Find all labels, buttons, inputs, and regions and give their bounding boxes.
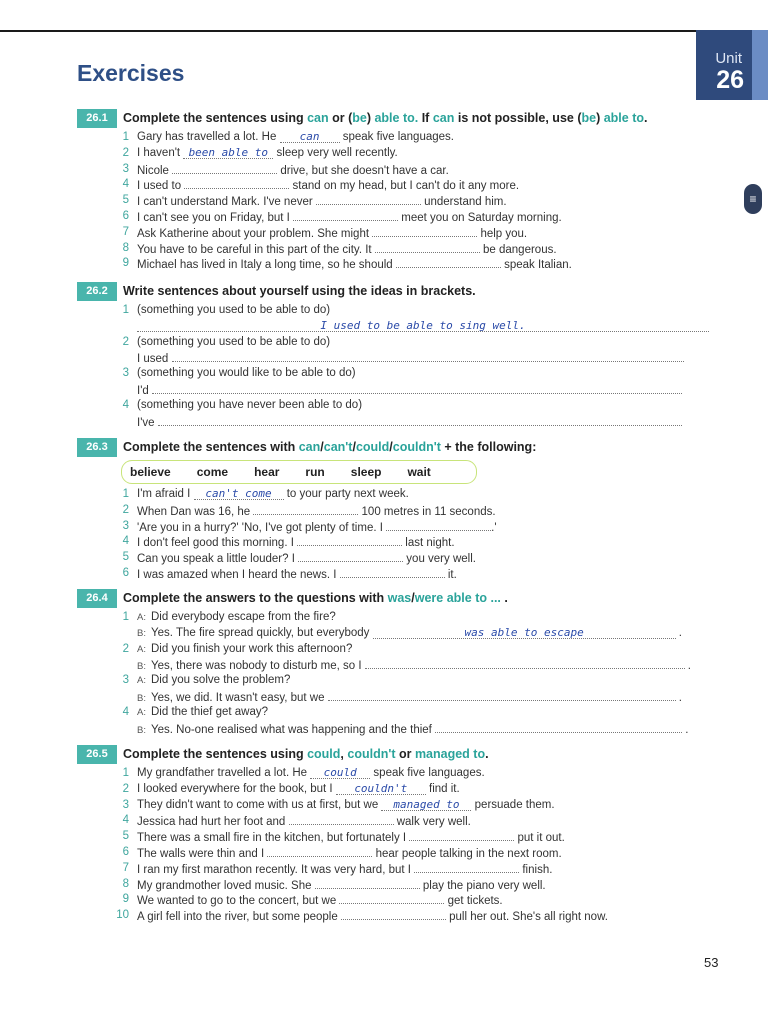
- answer-line: [77, 414, 727, 430]
- instruction-text: Complete the sentences using: [123, 747, 308, 761]
- unit-number: 26: [716, 66, 744, 94]
- answer-blank[interactable]: [253, 503, 358, 515]
- item-number: 2: [122, 146, 129, 159]
- item-number: 8: [122, 877, 129, 890]
- item-number: 7: [122, 225, 129, 238]
- instruction-text: ,: [340, 747, 348, 761]
- answer-blank[interactable]: been able to: [183, 147, 273, 159]
- answer-row: [137, 414, 682, 432]
- full-stop: .: [684, 660, 691, 673]
- word-option: hear: [254, 465, 280, 479]
- item-number: 8: [122, 241, 129, 254]
- item-number: 7: [122, 861, 129, 874]
- item-number: 1: [122, 131, 129, 143]
- sentence-after: speak five languages.: [370, 767, 485, 779]
- sentence-after: 100 metres in 11 seconds.: [358, 505, 496, 518]
- question-text: Did you solve the problem?: [151, 674, 291, 687]
- sentence-line: [77, 829, 727, 845]
- word-option: believe: [130, 465, 171, 479]
- sentence-before: Gary has travelled a lot. He: [137, 131, 280, 143]
- sentence-after: speak Italian.: [500, 259, 572, 272]
- question-text: Did you finish your work this afternoon?: [151, 642, 353, 655]
- exercise-number: 26.3: [77, 438, 117, 457]
- item-number: 9: [122, 893, 129, 906]
- answer-text: Yes, there was nobody to disturb me, so I: [151, 660, 365, 673]
- item-number: 4: [122, 398, 129, 411]
- item-number: 4: [122, 814, 129, 827]
- menu-icon[interactable]: ≡: [744, 184, 762, 214]
- item-number: 4: [122, 705, 129, 718]
- sentence-line: [77, 130, 727, 146]
- answer-blank[interactable]: [372, 225, 477, 237]
- sentence-after: help you.: [477, 227, 528, 240]
- answer-line: [77, 657, 727, 673]
- answer-blank[interactable]: [184, 177, 289, 189]
- answer-blank[interactable]: [409, 829, 514, 841]
- item-number: 9: [122, 257, 129, 270]
- sentence-line: [77, 534, 727, 550]
- answer-blank[interactable]: [396, 256, 501, 268]
- sentence-after: to your party next week.: [283, 488, 409, 500]
- sentence-after: speak five languages.: [339, 131, 454, 143]
- sentence-line: [77, 550, 727, 566]
- speaker-b-label: B:: [137, 661, 146, 673]
- sentence-after: .': [491, 521, 497, 534]
- instruction-text: Complete the sentences using: [123, 111, 308, 125]
- sentence-before: I don't feel good this morning. I: [137, 537, 298, 550]
- sentence-after: understand him.: [420, 196, 507, 209]
- item-number: 1: [122, 488, 129, 500]
- sentence: [137, 566, 457, 584]
- prompt-line: [77, 303, 727, 319]
- question-row: [137, 673, 290, 689]
- sentence-line: [77, 566, 727, 582]
- answer-blank[interactable]: [172, 162, 277, 174]
- highlight-term: was: [387, 591, 412, 605]
- item-number: 3: [122, 162, 129, 175]
- instruction-text: /: [389, 440, 393, 454]
- sentence-starter: I've: [137, 416, 155, 429]
- answer-blank[interactable]: can't come: [194, 488, 284, 500]
- full-stop: .: [675, 691, 682, 704]
- item-number: 5: [122, 194, 129, 207]
- sentence-after: hear people talking in the next room.: [372, 847, 562, 860]
- answer-text: Yes, we did. It wasn't easy, but we: [151, 691, 328, 704]
- prompt-line: [77, 335, 727, 351]
- question-row: [137, 642, 352, 658]
- sentence: [137, 130, 454, 146]
- sentence-after: finish.: [519, 863, 553, 876]
- word-option: come: [196, 465, 229, 479]
- sentence-line: [77, 798, 727, 814]
- word-option: wait: [407, 465, 431, 479]
- sentence-before: Ask Katherine about your problem. She might: [137, 227, 373, 240]
- word-option: sleep: [350, 465, 382, 479]
- exercise-instruction: [123, 440, 536, 454]
- item-number: 1: [122, 611, 129, 623]
- speaker-a-label: A:: [137, 612, 146, 623]
- answer-line: [77, 350, 727, 366]
- sentence-line: [77, 519, 727, 535]
- unit-tab-accent: [752, 30, 768, 100]
- sentence: [137, 798, 555, 814]
- sentence: [137, 487, 409, 503]
- sentence-before: Michael has lived in Italy a long time, so he should: [137, 259, 396, 272]
- sentence-after: walk very well.: [393, 816, 471, 829]
- page-title: Exercises: [77, 60, 185, 86]
- sentence-line: [77, 766, 727, 782]
- answer-blank[interactable]: [328, 689, 676, 701]
- answer-line: [77, 626, 727, 642]
- answer-line: [77, 721, 727, 737]
- answer-line: [77, 319, 727, 335]
- answer-line: [77, 689, 727, 705]
- exercise-26-3: [77, 437, 727, 582]
- item-number: 3: [122, 367, 129, 380]
- answer-blank[interactable]: [340, 566, 445, 578]
- item-prompt: (something you used to be able to do): [137, 304, 331, 316]
- item-number: 3: [122, 674, 129, 687]
- sentence-after: pull her out. She's all right now.: [445, 911, 608, 924]
- exercise-26-1: [77, 108, 727, 272]
- answer-blank[interactable]: [289, 813, 394, 825]
- sentence-line: [77, 861, 727, 877]
- answer-blank[interactable]: was able to escape: [373, 627, 676, 639]
- sentence-before: Jessica had hurt her foot and: [137, 816, 289, 829]
- item-number: 3: [122, 519, 129, 532]
- answer-blank[interactable]: [315, 877, 420, 889]
- item-number: 6: [122, 566, 129, 579]
- answer-blank[interactable]: could: [310, 767, 370, 779]
- highlight-term: managed to: [414, 747, 486, 761]
- sentence-before: We wanted to go to the concert, but we: [137, 895, 340, 908]
- exercise-number: 26.2: [77, 282, 117, 301]
- sentence-after: find it.: [425, 782, 460, 795]
- sentence-after: you very well.: [403, 553, 476, 566]
- speaker-b-label: B:: [137, 692, 146, 704]
- sentence-line: [77, 256, 727, 272]
- full-stop: .: [675, 626, 682, 639]
- highlight-term: can: [432, 111, 455, 125]
- exercise-26-5: [77, 744, 727, 924]
- answer-blank[interactable]: [414, 861, 519, 873]
- item-number: 2: [122, 782, 129, 795]
- sentence-after: drive, but she doesn't have a car.: [277, 164, 449, 177]
- sentence-before: The walls were thin and I: [137, 847, 268, 860]
- speaker-a-label: A:: [137, 643, 146, 655]
- speaker-a-label: A:: [137, 706, 146, 718]
- item-number: 6: [122, 209, 129, 222]
- answer-text: Yes. No-one realised what was happening and the thief: [151, 723, 436, 736]
- exercise-number: 26.5: [77, 745, 117, 764]
- item-number: 5: [122, 830, 129, 843]
- answer-blank[interactable]: [341, 908, 446, 920]
- highlight-term: couldn't: [392, 440, 441, 454]
- sentence-after: last night.: [402, 537, 455, 550]
- exercise-instruction: [123, 591, 508, 605]
- item-number: 4: [122, 535, 129, 548]
- answer-blank[interactable]: [158, 414, 682, 426]
- prompt-line: [77, 366, 727, 382]
- sentence-before: A girl fell into the river, but some people: [137, 911, 341, 924]
- answer-row: [137, 319, 709, 335]
- sentence-before: I used to: [137, 180, 185, 193]
- sentence-line: [77, 225, 727, 241]
- sentence-before: You have to be careful in this part of the city. It: [137, 243, 375, 256]
- sentence-before: I haven't: [137, 146, 184, 159]
- instruction-text: Write sentences about yourself using the ideas in brackets.: [123, 284, 476, 298]
- sentence: [137, 256, 572, 274]
- answer-row: [137, 721, 688, 739]
- unit-label: Unit: [715, 50, 742, 67]
- speaker-b-label: B:: [137, 627, 146, 639]
- exercise-instruction: [123, 284, 476, 298]
- speaker-b-label: B:: [137, 724, 146, 736]
- highlight-term: couldn't: [347, 747, 396, 761]
- prompt-line: [77, 398, 727, 414]
- question-row: [137, 610, 336, 626]
- sentence-line: [77, 146, 727, 162]
- answer-blank[interactable]: [339, 892, 444, 904]
- sentence-before: Can you speak a little louder? I: [137, 553, 299, 566]
- sentence-before: My grandfather travelled a lot. He: [137, 767, 311, 779]
- sentence-before: I'm afraid I: [137, 488, 194, 500]
- highlight-term: were able to ...: [414, 591, 501, 605]
- item-number: 4: [122, 178, 129, 191]
- sentence-before: I ran my first marathon recently. It was very hard, but I: [137, 863, 415, 876]
- answer-blank[interactable]: [267, 845, 372, 857]
- sentence-starter: I'd: [137, 384, 149, 397]
- answer-row: [137, 626, 682, 642]
- word-option: run: [305, 465, 325, 479]
- question-line: [77, 673, 727, 689]
- sentence-line: [77, 193, 727, 209]
- sentence: [137, 766, 485, 782]
- instruction-text: or: [395, 747, 415, 761]
- instruction-text: .: [500, 591, 508, 605]
- sentence-before: I can't understand Mark. I've never: [137, 196, 316, 209]
- highlight-term: can't: [323, 440, 353, 454]
- highlight-term: can: [298, 440, 321, 454]
- answer-blank[interactable]: [293, 209, 398, 221]
- instruction-text: /: [411, 591, 415, 605]
- answer-blank[interactable]: [365, 657, 685, 669]
- exercise-instruction: [123, 747, 489, 761]
- exercise-instruction: [123, 111, 648, 125]
- answer-line: [77, 382, 727, 398]
- highlight-term: able to.: [374, 111, 419, 125]
- item-number: 1: [122, 767, 129, 779]
- full-stop: .: [682, 723, 689, 736]
- instruction-text: If: [418, 111, 433, 125]
- sentence: [137, 908, 608, 926]
- speaker-a-label: A:: [137, 675, 146, 687]
- sentence-after: sleep very well recently.: [273, 146, 398, 159]
- question-line: [77, 610, 727, 626]
- page-number: 53: [704, 955, 719, 970]
- sentence-before: My grandmother loved music. She: [137, 879, 315, 892]
- sentence-after: get tickets.: [444, 895, 503, 908]
- answer-blank[interactable]: I used to be able to sing well.: [137, 320, 709, 332]
- word-box: [121, 460, 477, 484]
- sentence-after: meet you on Saturday morning.: [398, 211, 562, 224]
- answer-blank[interactable]: [316, 193, 421, 205]
- instruction-text: .: [485, 747, 489, 761]
- instruction-text: /: [352, 440, 356, 454]
- sentence-before: I was amazed when I heard the news. I: [137, 568, 340, 581]
- sentence-after: stand on my head, but I can't do it any more.: [289, 180, 520, 193]
- highlight-term: be: [581, 111, 597, 125]
- instruction-text: Complete the answers to the questions with: [123, 591, 388, 605]
- exercise-26-4: [77, 588, 727, 736]
- question-row: [137, 705, 268, 721]
- sentence-line: [77, 177, 727, 193]
- highlight-term: able to: [603, 111, 645, 125]
- instruction-text: or (: [328, 111, 353, 125]
- answer-blank[interactable]: couldn't: [336, 783, 426, 795]
- sentence-line: [77, 877, 727, 893]
- sentence-line: [77, 209, 727, 225]
- question-line: [77, 705, 727, 721]
- answer-blank[interactable]: [435, 721, 682, 733]
- item-number: 6: [122, 845, 129, 858]
- sentence-line: [77, 892, 727, 908]
- highlight-term: could: [355, 440, 390, 454]
- item-prompt: (something you would like to be able to do): [137, 367, 356, 380]
- answer-text: Yes. The fire spread quickly, but everybody: [151, 626, 373, 639]
- item-prompt: (something you used to be able to do): [137, 335, 331, 348]
- sentence-line: [77, 241, 727, 257]
- question-text: Did everybody escape from the fire?: [151, 611, 336, 623]
- instruction-text: ): [596, 111, 604, 125]
- sentence-after: be dangerous.: [479, 243, 557, 256]
- instruction-text: + the following:: [440, 440, 537, 454]
- highlight-term: could: [307, 747, 341, 761]
- instruction-text: ): [366, 111, 375, 125]
- highlight-term: be: [352, 111, 367, 125]
- answer-blank[interactable]: managed to: [381, 799, 471, 811]
- highlight-term: can: [307, 111, 329, 125]
- answer-blank[interactable]: [386, 519, 491, 531]
- instruction-text: Complete the sentences with: [123, 440, 299, 454]
- sentence-before: There was a small fire in the kitchen, but fortunately I: [137, 832, 410, 845]
- question-text: Did the thief get away?: [151, 705, 268, 718]
- item-prompt: (something you have never been able to do): [137, 398, 363, 411]
- sentence-line: [77, 487, 727, 503]
- item-number: 2: [122, 335, 129, 348]
- sentence: [137, 782, 460, 798]
- answer-blank[interactable]: [172, 350, 684, 362]
- answer-blank[interactable]: [297, 534, 402, 546]
- sentence-line: [77, 908, 727, 924]
- sentence-line: [77, 782, 727, 798]
- question-line: [77, 642, 727, 658]
- instruction-text: is not possible, use (: [454, 111, 582, 125]
- sentence-before: 'Are you in a hurry?' 'No, I've got plenty of time. I: [137, 521, 387, 534]
- item-number: 10: [116, 909, 129, 922]
- answer-blank[interactable]: [375, 241, 480, 253]
- sentence-before: Nicole: [137, 164, 173, 177]
- sentence-before: I can't see you on Friday, but I: [137, 211, 294, 224]
- sentence-line: [77, 162, 727, 178]
- sentence-before: When Dan was 16, he: [137, 505, 254, 518]
- sentence-after: put it out.: [514, 832, 565, 845]
- sentence-line: [77, 503, 727, 519]
- instruction-text: .: [644, 111, 648, 125]
- sentence-after: play the piano very well.: [419, 879, 546, 892]
- sentence: [137, 146, 398, 162]
- item-number: 3: [122, 798, 129, 811]
- sentence-after: it.: [444, 568, 457, 581]
- answer-blank[interactable]: [152, 382, 682, 394]
- sentence-line: [77, 845, 727, 861]
- answer-blank[interactable]: can: [280, 131, 340, 143]
- answer-blank[interactable]: [298, 550, 403, 562]
- top-rule: [0, 30, 700, 32]
- exercise-number: 26.4: [77, 589, 117, 608]
- item-number: 2: [122, 642, 129, 655]
- instruction-text: /: [320, 440, 324, 454]
- sentence-line: [77, 813, 727, 829]
- sentence-before: They didn't want to come with us at first, but we: [137, 798, 382, 811]
- sentence-after: persuade them.: [471, 798, 555, 811]
- sentence-before: I looked everywhere for the book, but I: [137, 782, 336, 795]
- item-number: 2: [122, 503, 129, 516]
- exercise-26-2: [77, 281, 727, 429]
- item-number: 1: [122, 304, 129, 316]
- item-number: 5: [122, 551, 129, 564]
- sentence-starter: I used: [137, 353, 169, 366]
- exercise-number: 26.1: [77, 109, 117, 128]
